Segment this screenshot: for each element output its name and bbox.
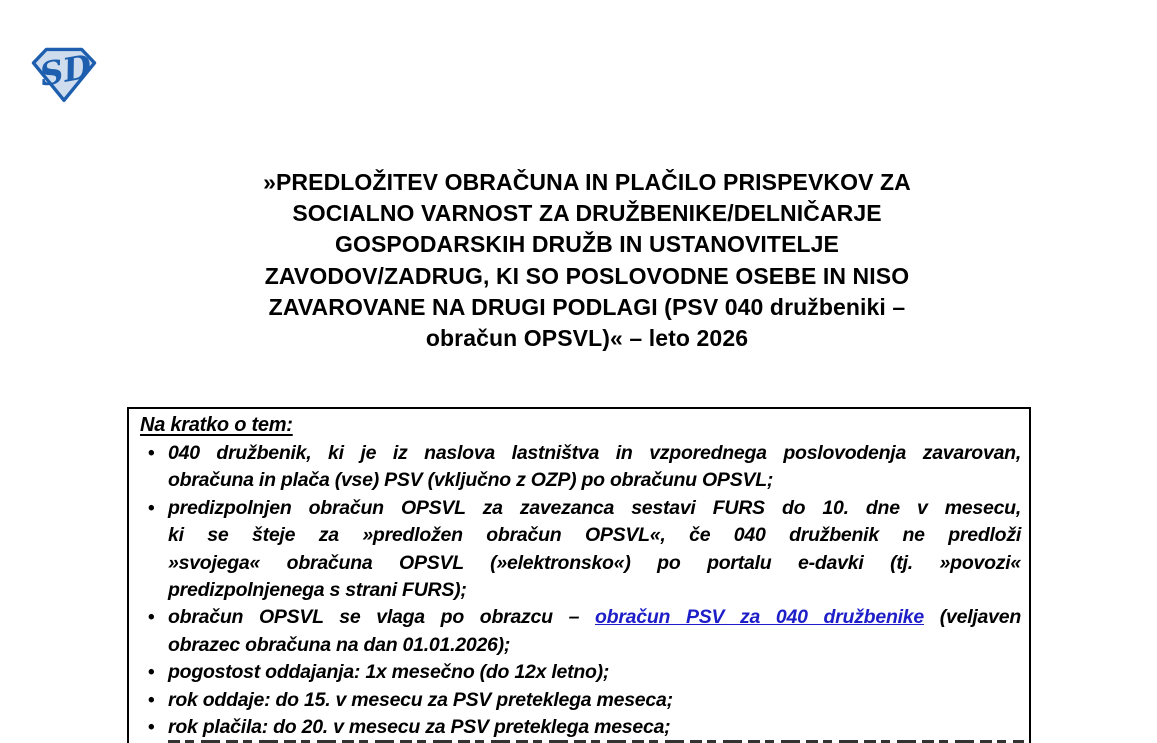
title-line: ZAVODOV/ZADRUG, KI SO POSLOVODNE OSEBE IN NISO	[264, 262, 910, 289]
bullet-text	[168, 714, 1021, 741]
bullet-text	[168, 604, 1021, 659]
bullet-line: rok oddaje: do 15. v mesecu za PSV preteklega meseca;	[168, 688, 673, 711]
bullet-item	[129, 604, 1021, 659]
bullet-item	[129, 495, 1021, 605]
bullet-icon: •	[148, 717, 155, 739]
bullet-icon: •	[148, 443, 155, 464]
bullet-line: obračuna in plača (vse) PSV (vključno z OZP) po obračunu OPSVL;	[168, 469, 774, 492]
bullet-line: »svojega« obračuna OPSVL (»elektronsko«) po portalu e-davki (tj. »povozi«	[168, 551, 1021, 574]
bullet-line	[168, 604, 1021, 631]
box-heading-text: Na kratko o tem:	[140, 414, 293, 436]
bullet-text	[168, 495, 1021, 605]
bullet-line: predizpolnjenega s strani FURS);	[168, 579, 467, 602]
bullet-item	[129, 440, 1021, 495]
bullet-line: predizpolnjen obračun OPSVL za zavezanca sestavi FURS do 10. dne v mesecu,	[168, 496, 1021, 519]
bullet-item	[129, 687, 1021, 714]
document-title	[147, 167, 1027, 354]
bullet-line: obrazec obračuna na dan 01.01.2026);	[168, 633, 511, 656]
bullet-text	[168, 440, 1021, 495]
bullet-text-post: (veljaven	[923, 606, 1021, 629]
bullet-line: 040 družbenik, ki je iz naslova lastništva in vzporednega poslovodenja zavarovan,	[168, 442, 1021, 464]
bullet-line: ki se šteje za »predložen obračun OPSVL«, če 040 družbenik ne predloži	[168, 524, 1021, 547]
bullet-item	[129, 714, 1021, 741]
title-line: obračun OPSVL)« – leto 2026	[425, 325, 749, 352]
bullet-line: rok plačila: do 20. v mesecu za PSV preteklega meseca;	[168, 716, 671, 739]
bullet-text-pre: obračun OPSVL se vlaga po obrazcu –	[168, 606, 595, 629]
title-line: ZAVAROVANE NA DRUGI PODLAGI (PSV 040 družbeniki –	[268, 293, 906, 320]
logo-letters: SD	[36, 46, 95, 94]
summary-box	[127, 407, 1031, 743]
bullet-text	[168, 659, 1021, 686]
company-logo	[30, 46, 98, 103]
sd-shield-icon	[30, 46, 98, 103]
bullet-icon: •	[148, 662, 155, 684]
bullet-line: pogostost oddajanja: 1x mesečno (do 12x letno);	[168, 661, 610, 684]
bullet-text	[168, 687, 1021, 714]
bullet-icon: •	[148, 497, 155, 519]
obracun-psv-link[interactable]: obračun PSV za 040 družbenike	[595, 606, 924, 629]
bullet-item	[129, 659, 1021, 686]
bullet-icon: •	[148, 607, 155, 629]
title-line: »PREDLOŽITEV OBRAČUNA IN PLAČILO PRISPEVKOV ZA	[263, 169, 911, 195]
title-line: SOCIALNO VARNOST ZA DRUŽBENIKE/DELNIČARJE	[292, 200, 882, 227]
title-line: GOSPODARSKIH DRUŽB IN USTANOVITELJE	[335, 231, 839, 258]
box-heading	[129, 411, 1021, 440]
bullet-icon: •	[148, 689, 155, 711]
